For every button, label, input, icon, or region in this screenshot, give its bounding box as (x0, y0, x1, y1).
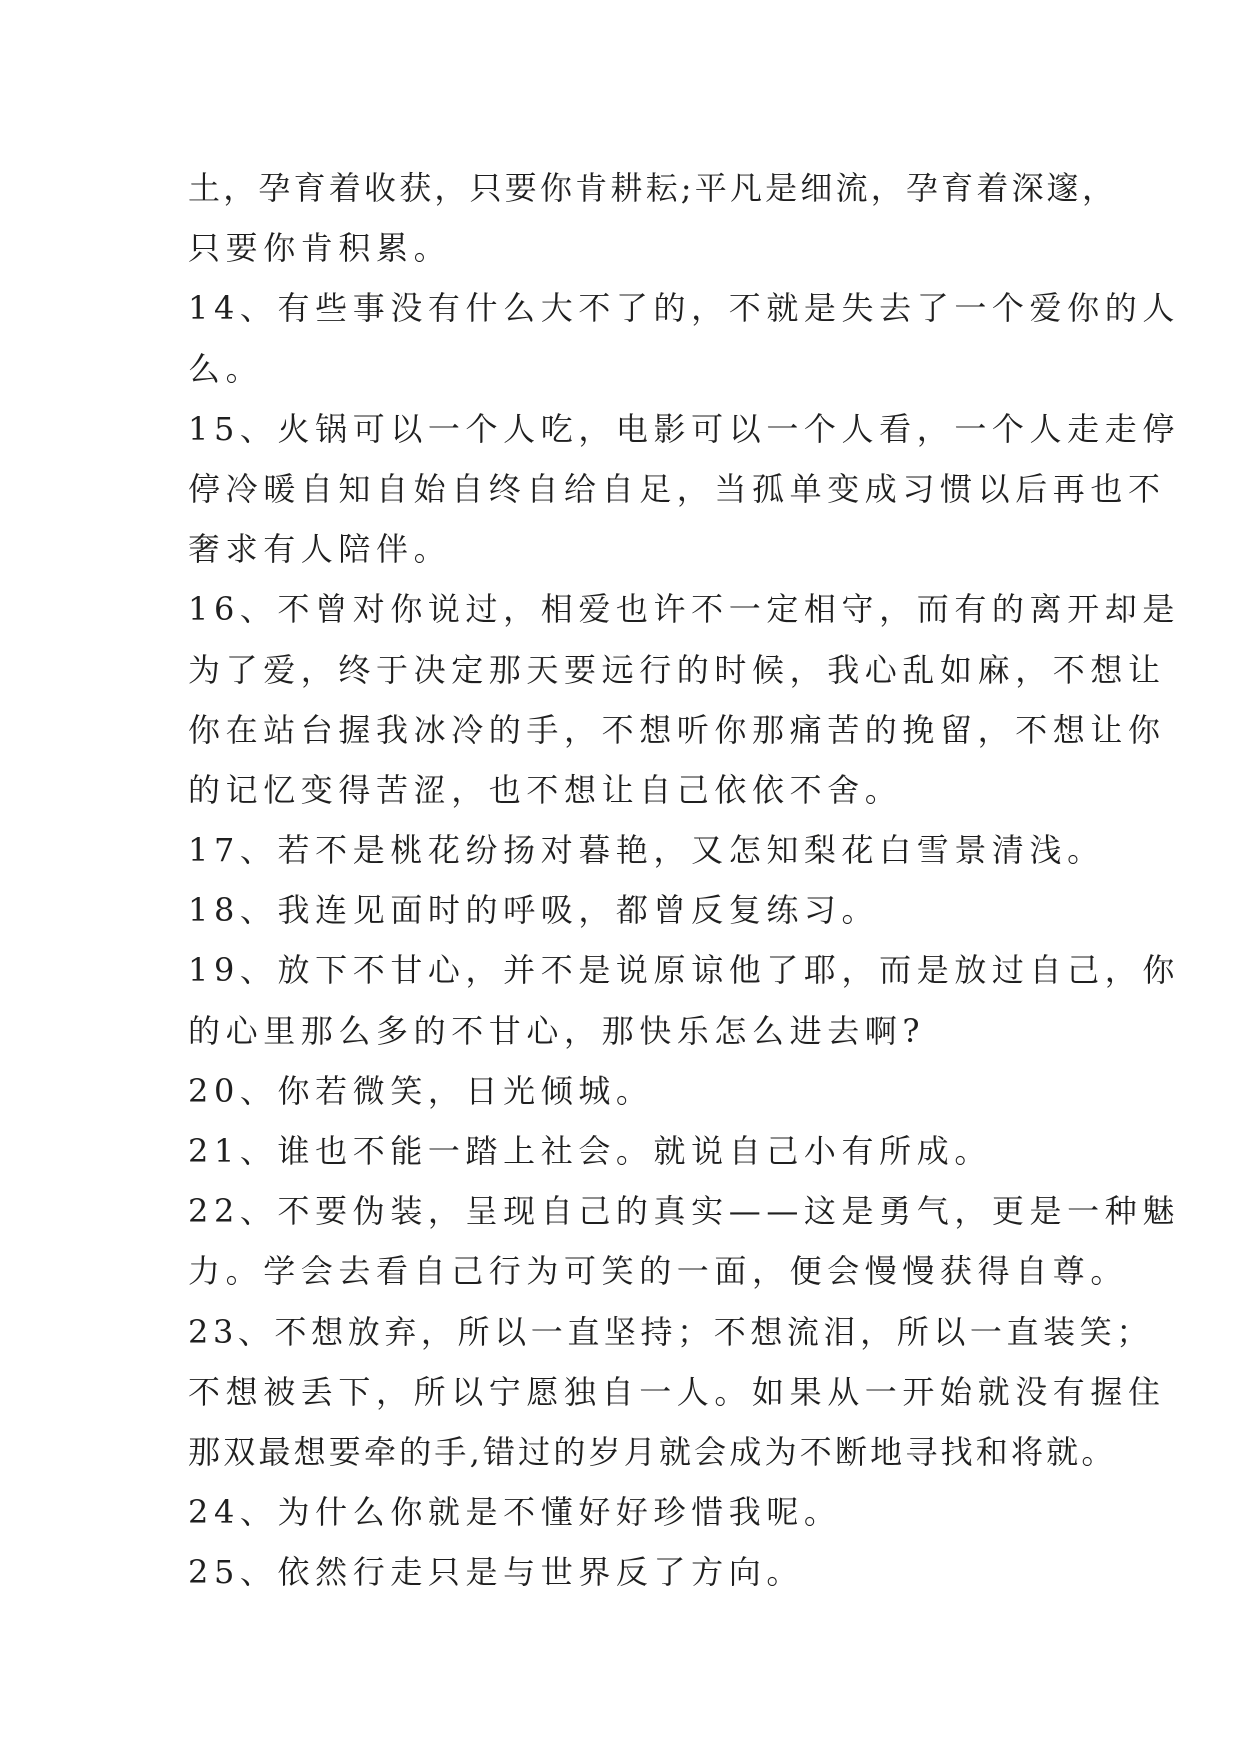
text-line: 24、为什么你就是不懂好好珍惜我呢。 (188, 1493, 842, 1532)
text-line: 23、不想放弃，所以一直坚持；不想流泪，所以一直装笑； (188, 1312, 1153, 1351)
text-line: 的心里那么多的不甘心，那快乐怎么进去啊? (188, 1011, 926, 1050)
text-line: 14、有些事没有什么大不了的，不就是失去了一个爱你的人 (188, 289, 1180, 328)
text-line: 么。 (188, 349, 264, 388)
text-line: 奢求有人陪伴。 (188, 530, 452, 569)
text-line: 21、谁也不能一踏上社会。就说自己小有所成。 (188, 1132, 992, 1170)
text-line: 土，孕育着收获，只要你肯耕耘;平凡是细流，孕育着深邃， (188, 169, 1118, 207)
text-line: 力。学会去看自己行为可笑的一面，便会慢慢获得自尊。 (188, 1252, 1129, 1291)
text-line: 的记忆变得苦涩，也不想让自己依依不舍。 (188, 770, 903, 809)
text-line: 15、火锅可以一个人吃，电影可以一个人看，一个人走走停 (188, 409, 1180, 448)
text-line: 19、放下不甘心，并不是说原谅他了耶，而是放过自己，你 (188, 951, 1180, 990)
text-line: 22、不要伪装，呈现自己的真实——这是勇气，更是一种魅 (188, 1192, 1180, 1231)
text-line: 18、我连见面时的呼吸，都曾反复练习。 (188, 891, 880, 930)
text-line: 你在站台握我冰冷的手，不想听你那痛苦的挽留，不想让你 (188, 710, 1166, 749)
text-line: 那双最想要牵的手,错过的岁月就会成为不断地寻找和将就。 (188, 1432, 1117, 1471)
text-line: 20、你若微笑，日光倾城。 (188, 1071, 654, 1110)
text-line: 只要你肯积累。 (188, 229, 452, 268)
document-body (188, 158, 1180, 1603)
text-line: 16、不曾对你说过，相爱也许不一定相守，而有的离开却是 (188, 590, 1180, 629)
text-line: 不想被丢下，所以宁愿独自一人。如果从一开始就没有握住 (188, 1372, 1166, 1411)
text-line: 17、若不是桃花纷扬对暮艳，又怎知梨花白雪景清浅。 (188, 831, 1105, 870)
text-line: 停冷暖自知自始自终自给自足，当孤单变成习惯以后再也不 (188, 469, 1166, 508)
text-line: 为了爱，终于决定那天要远行的时候，我心乱如麻，不想让 (188, 650, 1166, 689)
text-line: 25、依然行走只是与世界反了方向。 (188, 1553, 804, 1592)
